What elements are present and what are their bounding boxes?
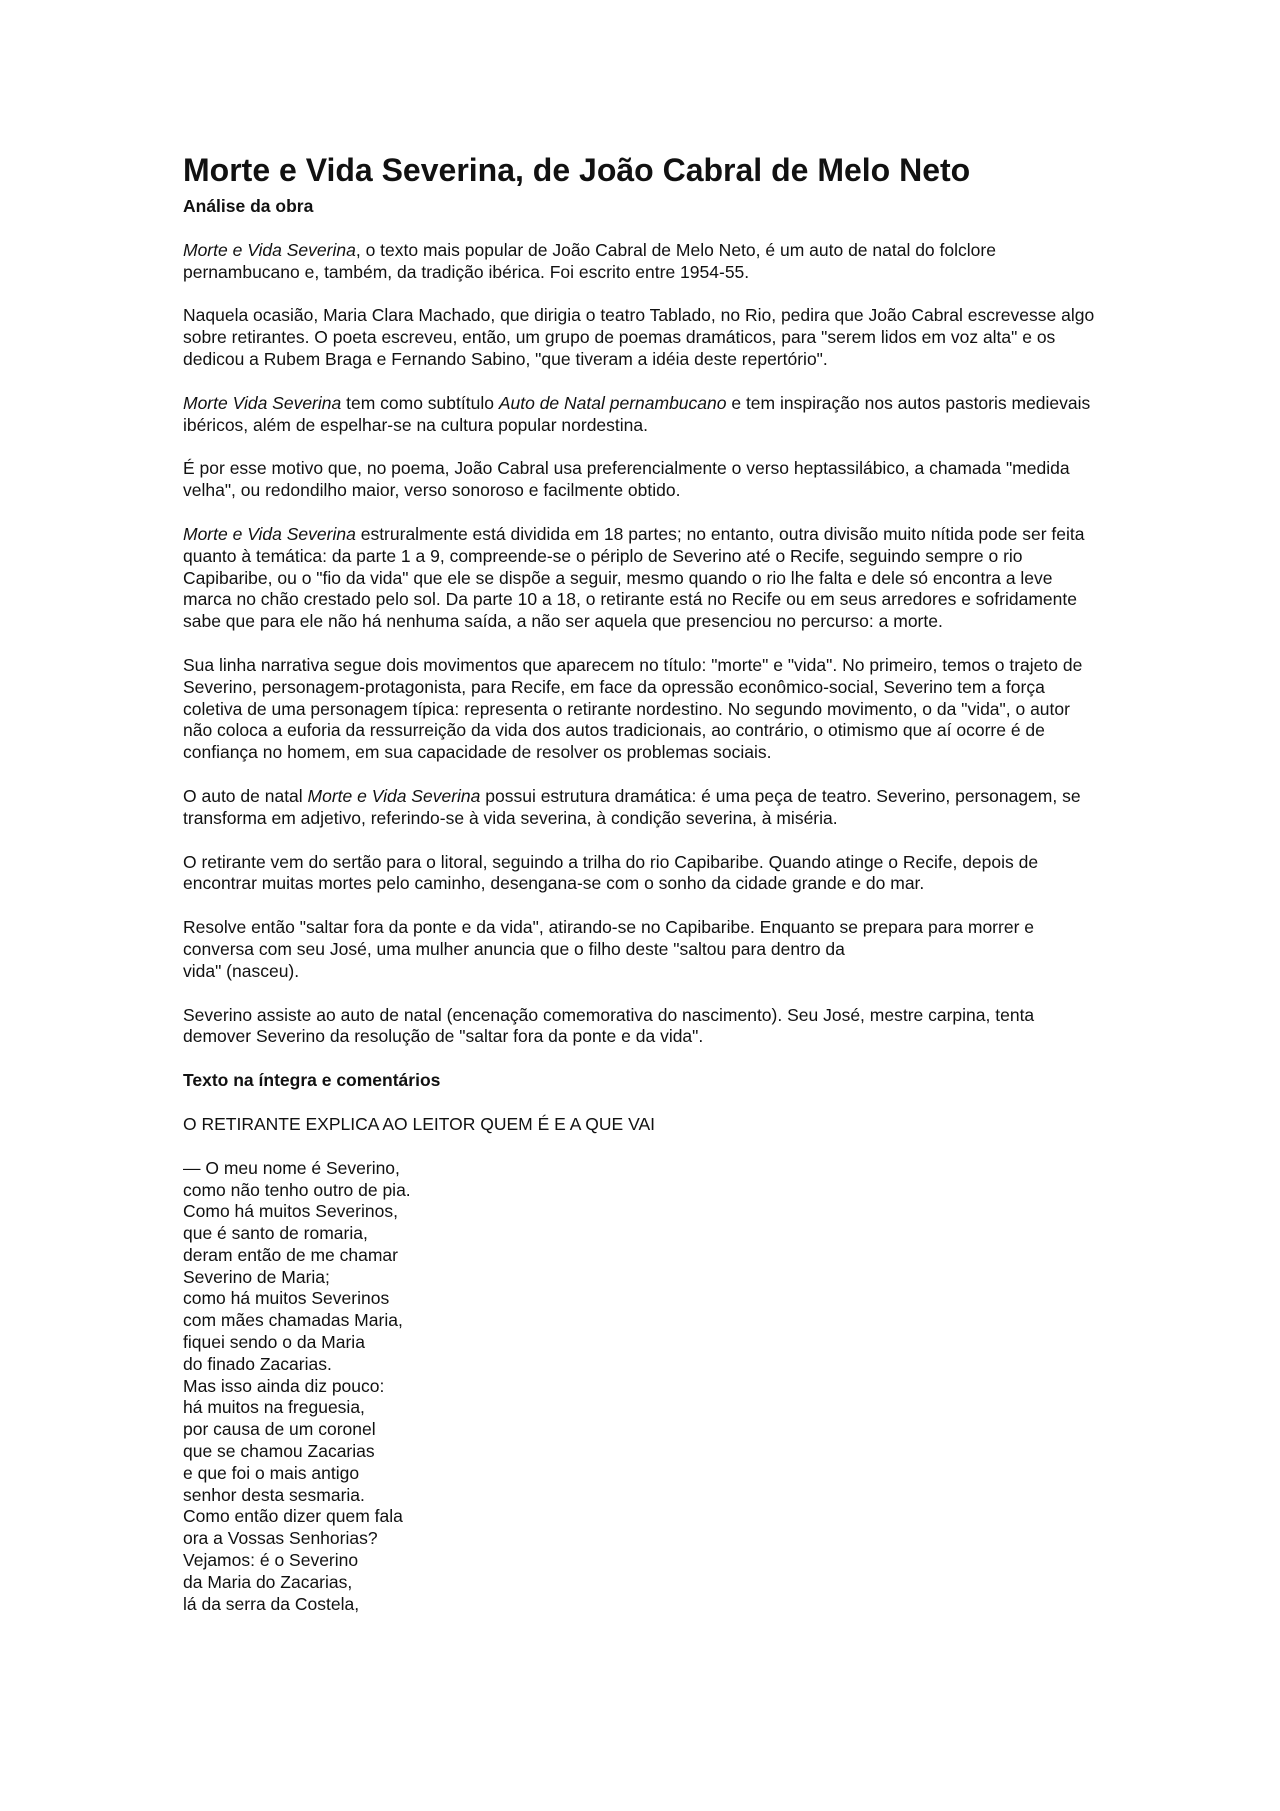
paragraph-9: Resolve então "saltar fora da ponte e da vida", atirando-se no Capibaribe. Enquanto se prepara para morrer e conversa com seu José, uma mulher anuncia que o filho deste "saltou para dentro da vida" (nasceu). [183, 917, 1034, 981]
document-page [183, 150, 1103, 1615]
paragraph-3: Morte Vida Severina tem como subtítulo Auto de Natal pernambucano e tem inspiração nos autos pastoris medievais ibéricos, além de espelhar-se na cultura popular nordestina. [183, 392, 1091, 435]
poem-line: — O meu nome é Severino, [183, 1157, 400, 1178]
poem-line: Como então dizer quem fala [183, 1506, 403, 1527]
poem-line: ora a Vossas Senhorias? [183, 1528, 378, 1549]
paragraph-4: É por esse motivo que, no poema, João Cabral usa preferencialmente o verso heptassilábico, a chamada "medida velha", ou redondilho maior, verso sonoroso e facilmente obtido. [183, 458, 1070, 501]
italic-work-title: Morte e Vida Severina [183, 523, 356, 544]
paragraph-5: Morte e Vida Severina estruralmente está dividida em 18 partes; no entanto, outra divisão muito nítida pode ser feita quanto à temática: da parte 1 a 9, compreende-se o périplo de Severino até o Recife, seguindo sempre o rio Capibaribe, ou o "fio da vida" que ele se dispõe a seguir, mesmo quando o rio lhe falta e dele só encontra a leve marca no chão crestado pelo sol. Da parte 10 a 18, o retirante está no Recife ou em seus arredores e sofridamente sabe que para ele não há nenhuma saída, a não ser aquela que presenciou no percurso: a morte. [183, 523, 1085, 632]
poem-line: Como há muitos Severinos, [183, 1201, 398, 1222]
paragraph-2: Naquela ocasião, Maria Clara Machado, que dirigia o teatro Tablado, no Rio, pedira que João Cabral escrevesse algo sobre retirantes. O poeta escreveu, então, um grupo de poemas dramáticos, para "serem lidos em voz alta" e os dedicou a Rubem Braga e Fernando Sabino, "que tiveram a idéia deste repertório". [183, 305, 1095, 369]
poem-line: há muitos na freguesia, [183, 1397, 365, 1418]
poem [183, 1158, 1103, 1616]
paragraph-10: Severino assiste ao auto de natal (encenação comemorativa do nascimento). Seu José, mestre carpina, tenta demover Severino da resolução de "saltar fora da ponte e da vida". [183, 1004, 1035, 1047]
italic-work-title: Morte Vida Severina [183, 392, 342, 413]
poem-line: que se chamou Zacarias [183, 1441, 375, 1462]
paragraph-1: Morte e Vida Severina, o texto mais popular de João Cabral de Melo Neto, é um auto de natal do folclore pernambucano e, também, da tradição ibérica. Foi escrito entre 1954-55. [183, 239, 996, 282]
section-heading: Texto na íntegra e comentários [183, 1070, 441, 1091]
poem-line: lá da serra da Costela, [183, 1593, 360, 1614]
poem-line: deram então de me chamar [183, 1244, 398, 1265]
poem-line: como há muitos Severinos [183, 1288, 390, 1309]
poem-line: fiquei sendo o da Maria [183, 1332, 365, 1353]
paragraph-6: Sua linha narrativa segue dois movimentos que aparecem no título: "morte" e "vida". No primeiro, temos o trajeto de Severino, personagem-protagonista, para Recife, em face da opressão econômico-social, Severino tem a força coletiva de uma personagem típica: representa o retirante nordestino. No segundo movimento, o da "vida", o autor não coloca a euforia da ressurreição da vida dos autos tradicionais, ao contrário, o otimismo que aí ocorre é de confiança no homem, em sua capacidade de resolver os problemas sociais. [183, 654, 1083, 763]
poem-line: com mães chamadas Maria, [183, 1310, 403, 1331]
paragraph-8: O retirante vem do sertão para o litoral, seguindo a trilha do rio Capibaribe. Quando atinge o Recife, depois de encontrar muitas mortes pelo caminho, desengana-se com o sonho da cidade grande e do mar. [183, 851, 1039, 894]
poem-line: Vejamos: é o Severino [183, 1550, 359, 1571]
poem-line: que é santo de romaria, [183, 1223, 368, 1244]
italic-work-title: Morte e Vida Severina [183, 239, 356, 260]
italic-subtitle: Auto de Natal pernambucano [498, 392, 727, 413]
poem-line: Severino de Maria; [183, 1266, 330, 1287]
poem-line: Mas isso ainda diz pouco: [183, 1375, 385, 1396]
poem-line: senhor desta sesmaria. [183, 1484, 365, 1505]
poem-line: do finado Zacarias. [183, 1353, 332, 1374]
poem-line: e que foi o mais antigo [183, 1462, 360, 1483]
page-title: Morte e Vida Severina, de João Cabral de Melo Neto [183, 152, 971, 188]
italic-work-title: Morte e Vida Severina [307, 785, 481, 806]
poem-line: como não tenho outro de pia. [183, 1179, 411, 1200]
subtitle: Análise da obra [183, 196, 314, 216]
poem-title: O RETIRANTE EXPLICA AO LEITOR QUEM É E A QUE VAI [183, 1113, 655, 1134]
paragraph-7: O auto de natal Morte e Vida Severina possui estrutura dramática: é uma peça de teatro. Severino, personagem, se transforma em adjetivo, referindo-se à vida severina, à condição severina, à miséria. [183, 785, 1081, 828]
poem-line: por causa de um coronel [183, 1419, 376, 1440]
poem-line: da Maria do Zacarias, [183, 1571, 353, 1592]
